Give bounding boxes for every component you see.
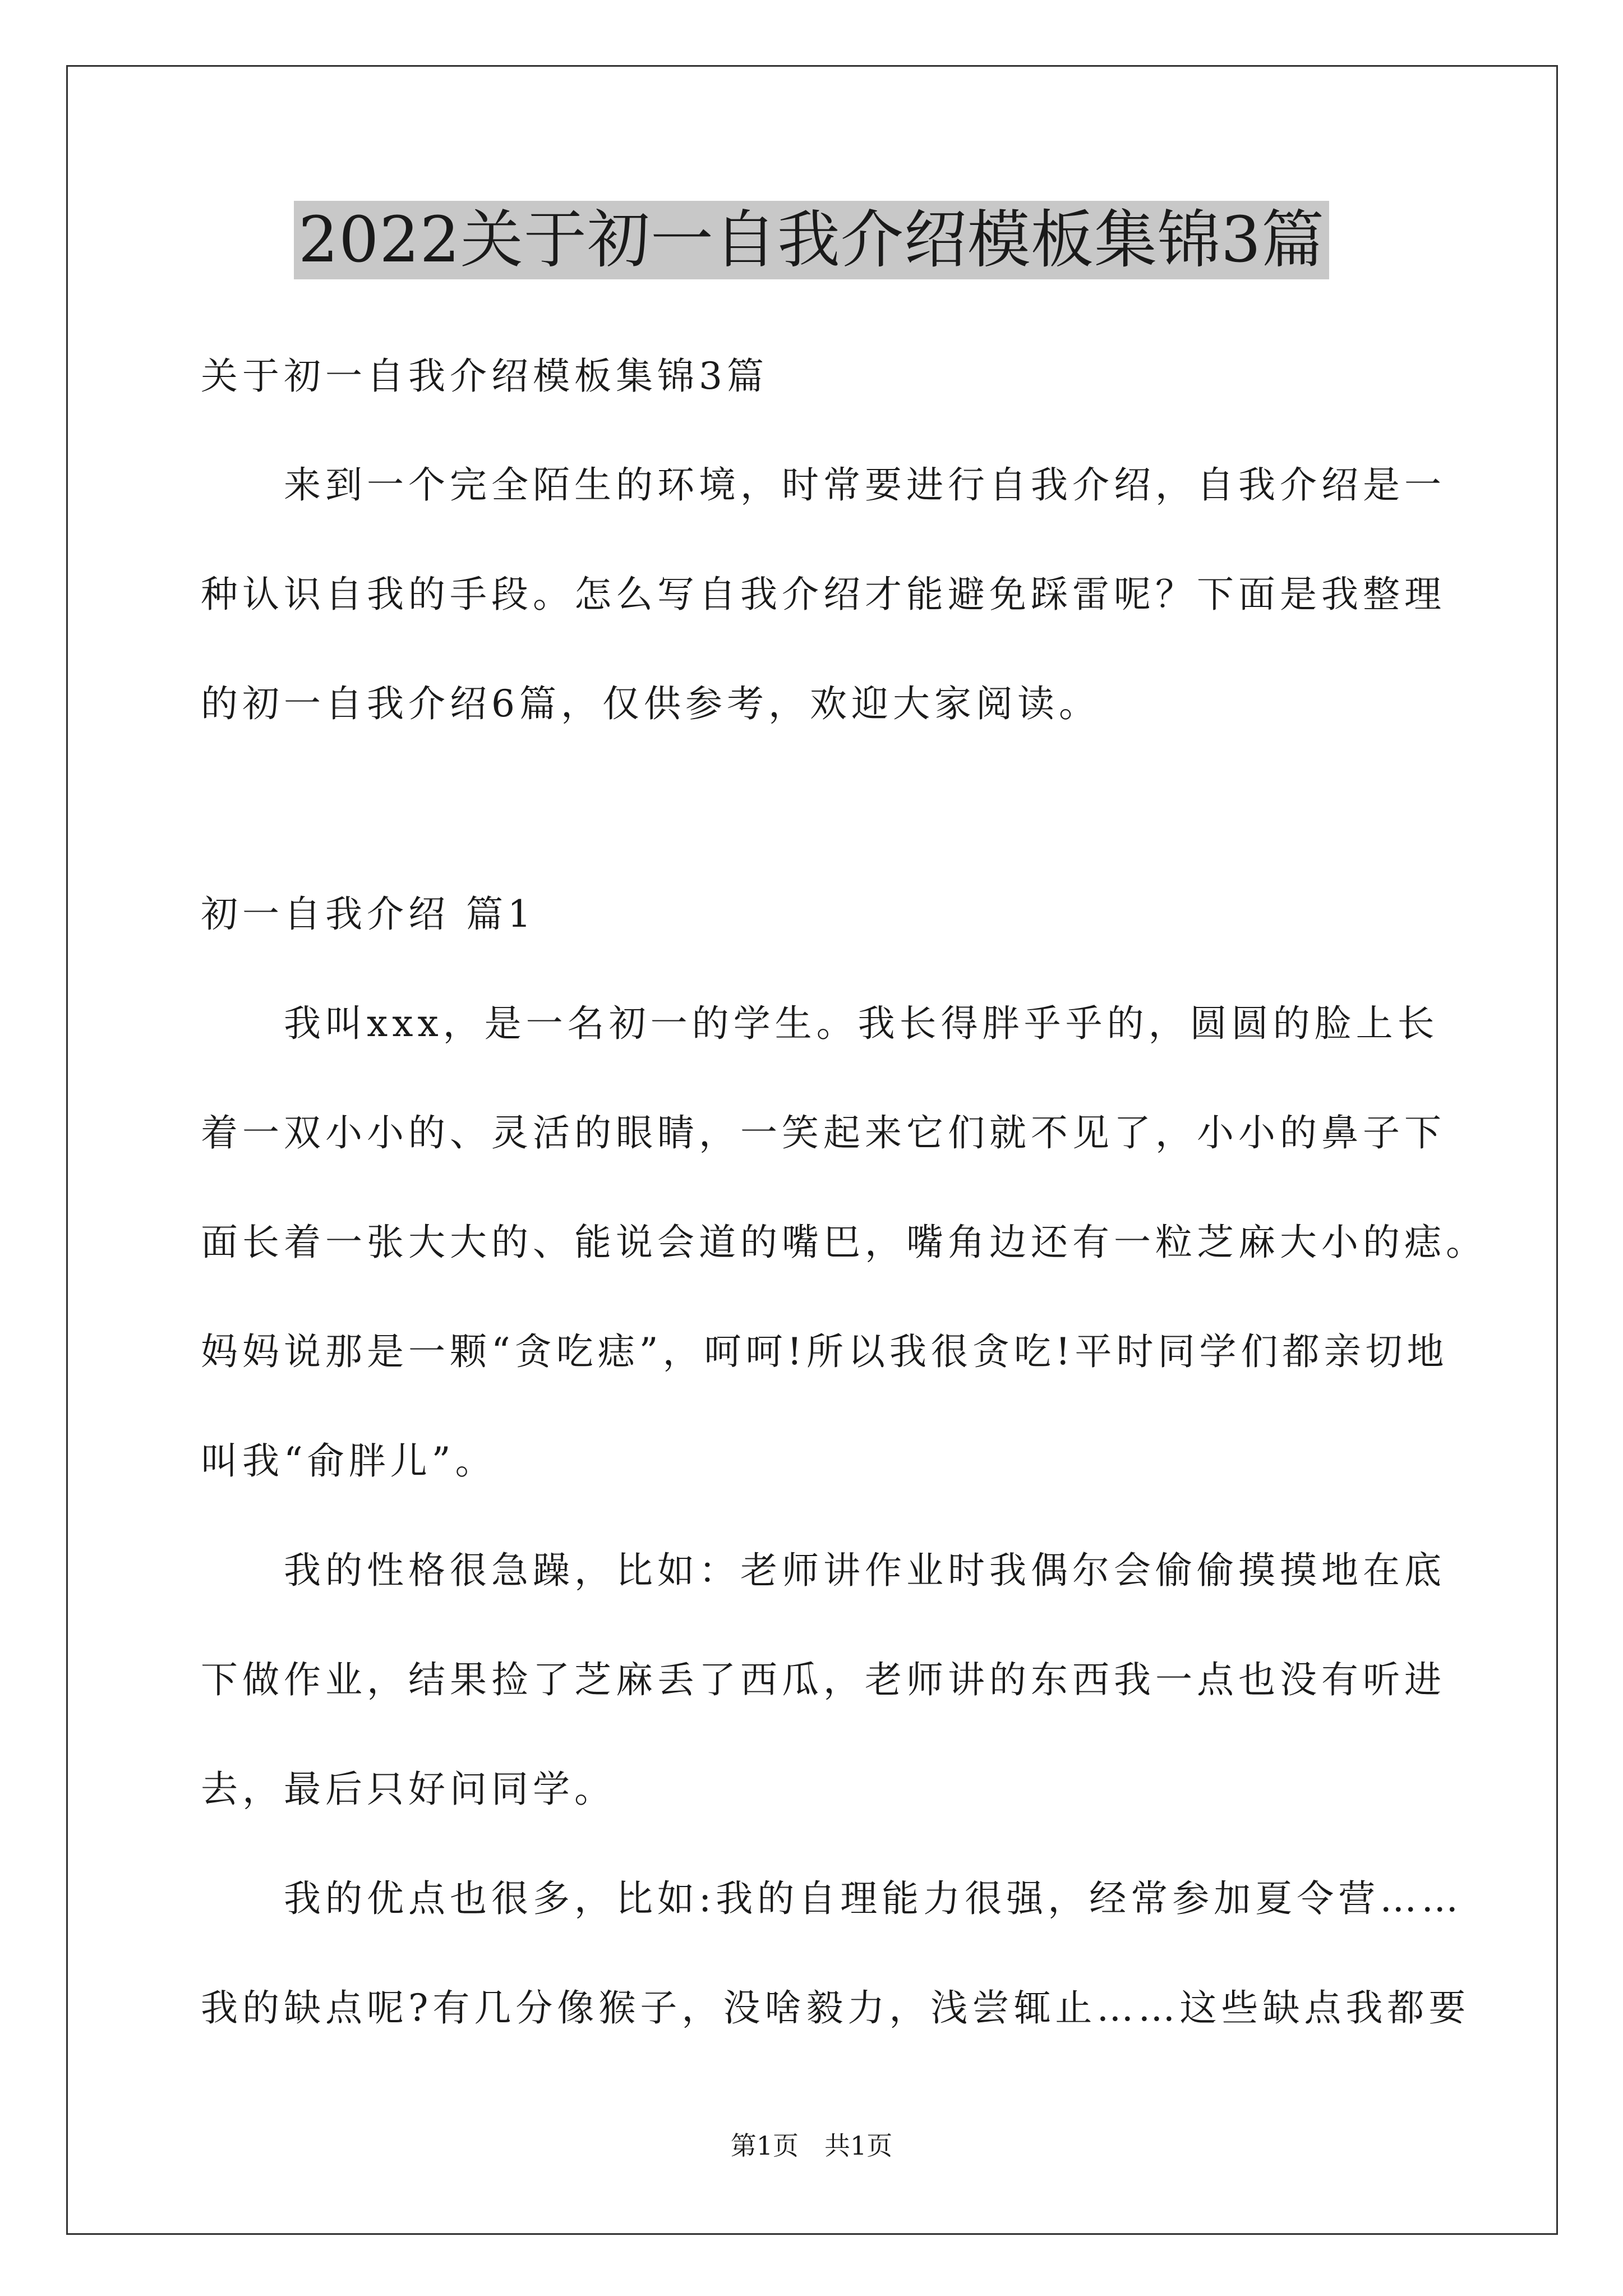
section-heading: 初一自我介绍 篇1 xyxy=(201,892,536,936)
paragraph-line: 的初一自我介绍6篇，仅供参考，欢迎大家阅读。 xyxy=(201,682,1100,725)
paragraph-line: 我叫xxx，是一名初一的学生。我长得胖乎乎的，圆圆的脸上长 xyxy=(201,1002,1439,1045)
page-footer: 第1页 共1页 xyxy=(730,2131,893,2161)
paragraph-line: 种认识自我的手段。怎么写自我介绍才能避免踩雷呢？下面是我整理 xyxy=(201,573,1446,616)
paragraph-line: 去，最后只好问同学。 xyxy=(201,1768,616,1811)
paragraph-line: 我的缺点呢?有几分像猴子，没啥毅力，浅尝辄止……这些缺点我都要 xyxy=(201,1986,1470,2030)
paragraph-line: 下做作业，结果捡了芝麻丢了西瓜，老师讲的东西我一点也没有听进 xyxy=(201,1658,1446,1701)
paragraph-line: 着一双小小的、灵活的眼睛，一笑起来它们就不见了，小小的鼻子下 xyxy=(201,1111,1446,1154)
paragraph-line: 叫我“俞胖儿”。 xyxy=(201,1439,497,1483)
paragraph-line: 来到一个完全陌生的环境，时常要进行自我介绍，自我介绍是一 xyxy=(201,463,1446,507)
paragraph-line: 妈妈说那是一颗“贪吃痣”，呵呵!所以我很贪吃!平时同学们都亲切地 xyxy=(201,1330,1449,1373)
title-wrap xyxy=(0,201,1623,279)
subtitle-line: 关于初一自我介绍模板集锦3篇 xyxy=(201,355,768,398)
paragraph-line: 我的性格很急躁，比如：老师讲作业时我偶尔会偷偷摸摸地在底 xyxy=(201,1549,1446,1592)
paragraph-line: 面长着一张大大的、能说会道的嘴巴，嘴角边还有一粒芝麻大小的痣。 xyxy=(201,1221,1487,1264)
document-title: 2022关于初一自我介绍模板集锦3篇 xyxy=(294,201,1329,279)
paragraph-line: 我的优点也很多，比如:我的自理能力很强，经常参加夏令营…… xyxy=(201,1877,1463,1920)
